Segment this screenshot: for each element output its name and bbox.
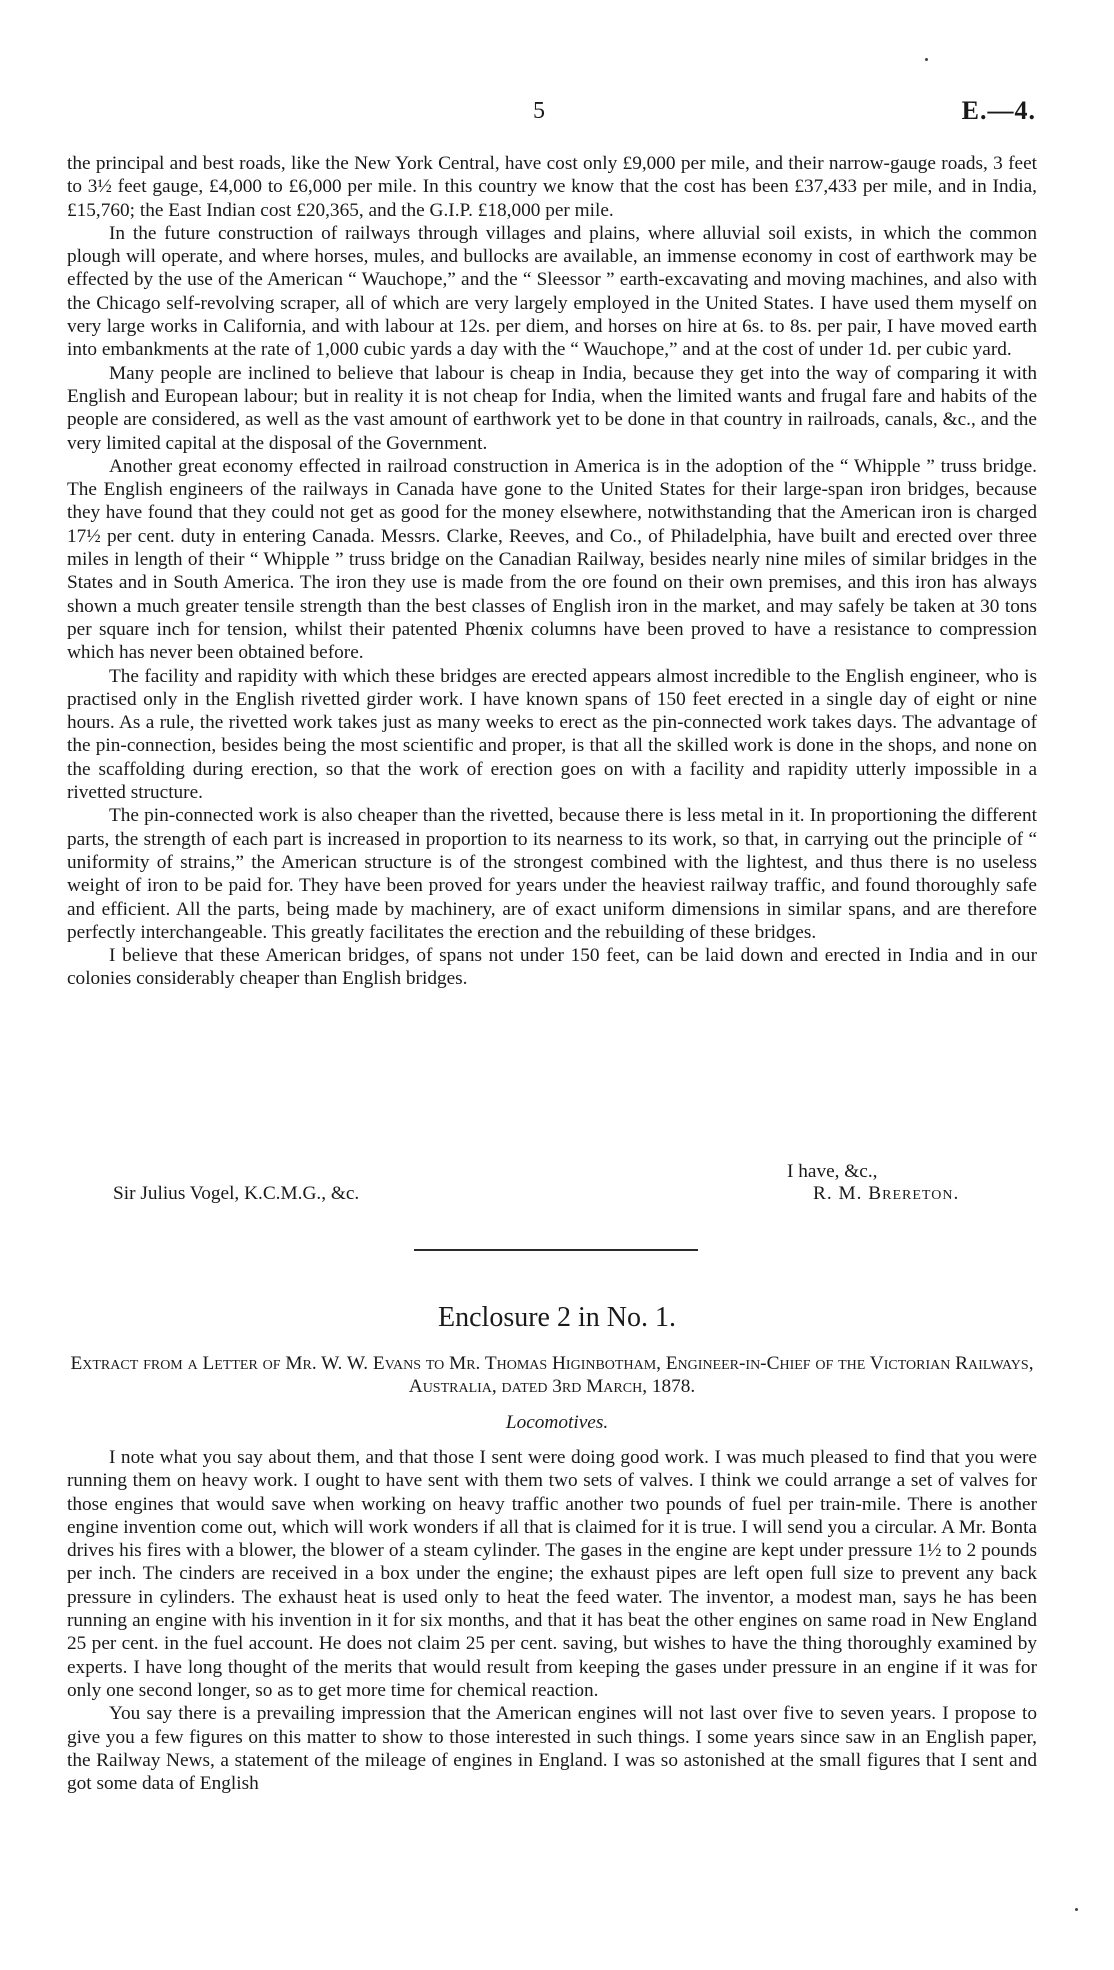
page-number: 5 [533, 98, 545, 124]
signatory: R. M. Brereton. [813, 1183, 960, 1204]
letter-paragraph: I believe that these American bridges, of spans not under 150 feet, can be laid down and erected in India and in our colonies considerably cheaper than English bridges. [67, 945, 1037, 990]
closing-salutation: I have, &c., [787, 1161, 878, 1182]
page-speck-top [925, 58, 928, 61]
document-code: E.—4. [961, 96, 1036, 125]
addressee: Sir Julius Vogel, K.C.M.G., &c. [113, 1183, 360, 1204]
letter-paragraph: Another great economy effected in railroad construction in America is in the adoption of the “ Whipple ” truss bridge. The English engineers of the railways in Canada have gone to the United States for their large-span iron bridges, because they have found that they could not get as good for the money elsewhere, notwithstanding that the American iron is charged 17½ per cent. duty in entering Canada. Messrs. Clarke, Reeves, and Co., of Philadelphia, have built and erected over three miles in length of their “ Whipple ” truss bridge on the Canadian Railway, besides nearly nine miles of similar bridges in the States and in South America. The iron they use is made from the ore found on their own premises, and this iron has always shown a much greater tensile strength than the best classes of English iron in the market, and may safely be taken at 30 tons per square inch for tension, whilst their patented Phœnix columns have been proved to have a resistance to compression which has never been obtained before. [67, 455, 1037, 664]
enclosure-paragraph: You say there is a prevailing impression that the American engines will not last over five to seven years. I propose to give you a few figures on this matter to show to those interested in such things. I some years since saw in an English paper, the Railway News, a statement of the mileage of engines in England. I was so astonished at the small figures that I sent and got some data of English [67, 1703, 1037, 1795]
letter-paragraph: The facility and rapidity with which these bridges are erected appears almost incredible to the English engineer, who is practised only in the English rivetted girder work. I have known spans of 150 feet erected in a single day of eight or nine hours. As a rule, the rivetted work takes just as many weeks to erect as the pin-connected work takes days. The advantage of the pin-connection, besides being the most scientific and proper, is that all the skilled work is done in the shops, and none on the scaffolding during erection, so that the work of erection goes on with a facility and rapidity utterly impossible in a rivetted structure. [67, 665, 1037, 804]
letter-paragraph: Many people are inclined to believe that labour is cheap in India, because they get into the way of comparing it with English and European labour; but in reality it is not cheap for India, when the limited wants and frugal fare and habits of the people are considered, as well as the vast amount of earthwork yet to be done in that country in railroads, canals, &c., and the very limited capital at the disposal of the Government. [67, 362, 1037, 454]
enclosure-heading: Enclosure 2 in No. 1. [438, 1302, 676, 1333]
section-divider [414, 1249, 698, 1251]
letter-body [67, 152, 1037, 991]
letter-paragraph: the principal and best roads, like the New York Central, have cost only £9,000 per mile, and their narrow-gauge roads, 3 feet to 3½ feet gauge, £4,000 to £6,000 per mile. In this country we know that the cost has been £37,433 per mile, and in India, £15,760; the East Indian cost £20,365, and the G.I.P. £18,000 per mile. [67, 153, 1037, 221]
letter-paragraph: The pin-connected work is also cheaper than the rivetted, because there is less metal in it. In proportioning the different parts, the strength of each part is increased in proportion to its nearness to its work, so that, in carrying out the principle of “ uniformity of strains,” the American structure is of the strongest combined with the lightest, and thus there is no useless weight of iron to be paid for. They have been proved for years under the heaviest railway traffic, and found thoroughly safe and efficient. All the parts, being made by machinery, are of exact uniform dimensions in similar spans, and are therefore perfectly interchangeable. This greatly facilitates the erection and the rebuilding of these bridges. [67, 805, 1037, 943]
section-subheading: Locomotives. [505, 1412, 609, 1433]
enclosure-paragraph: I note what you say about them, and that those I sent were doing good work. I was much pleased to find that you were running them on heavy work. I ought to have sent with them two sets of valves. I think we could arrange a set of valves for those engines that would save when working on heavy traffic another two pounds of fuel per train-mile. There is another engine invention come out, which will work wonders if all that is claimed for it is true. I will send you a circular. A Mr. Bonta drives his fires with a blower, the blower of a steam cylinder. The gases in the engine are kept under pressure 1½ to 2 pounds per inch. The cinders are received in a box under the engine; the exhaust pipes are left open full size to prevent any back pressure in cylinders. The exhaust heat is used only to heat the feed water. The inventor, a modest man, says he has been running an engine with his invention in it for six months, and that it has beat the other engines on same road in New England 25 per cent. in the fuel account. He does not claim 25 per cent. saving, but wishes to have the thing thoroughly examined by experts. I have long thought of the merits that would result from keeping the gases under pressure in an engine if it was for only one second longer, so as to get more time for chemical reaction. [67, 1447, 1037, 1701]
page-speck-bottom [1075, 1908, 1078, 1911]
letter-paragraph: In the future construction of railways through villages and plains, where alluvial soil exists, in which the common plough will operate, and where horses, mules, and bullocks are available, an immense economy in cost of earthwork may be effected by the use of the American “ Wauchope,” and the “ Sleessor ” earth-excavating and moving machines, and also with the Chicago self-revolving scraper, all of which are very largely employed in the United States. I have used them myself on very large works in California, and with labour at 12s. per diem, and horses on hire at 6s. to 8s. per pair, I have moved earth into embankments at the rate of 1,000 cubic yards a day with the “ Wauchope,” and at the cost of under 1d. per cubic yard. [67, 222, 1037, 361]
enclosure-body [67, 1446, 1037, 1795]
extract-heading: Extract from a Letter of Mr. W. W. Evans to Mr. Thomas Higinbotham, Engineer-in-Chief of the Victorian Railways, Australia, dated 3rd March, 1878. [70, 1353, 1034, 1398]
